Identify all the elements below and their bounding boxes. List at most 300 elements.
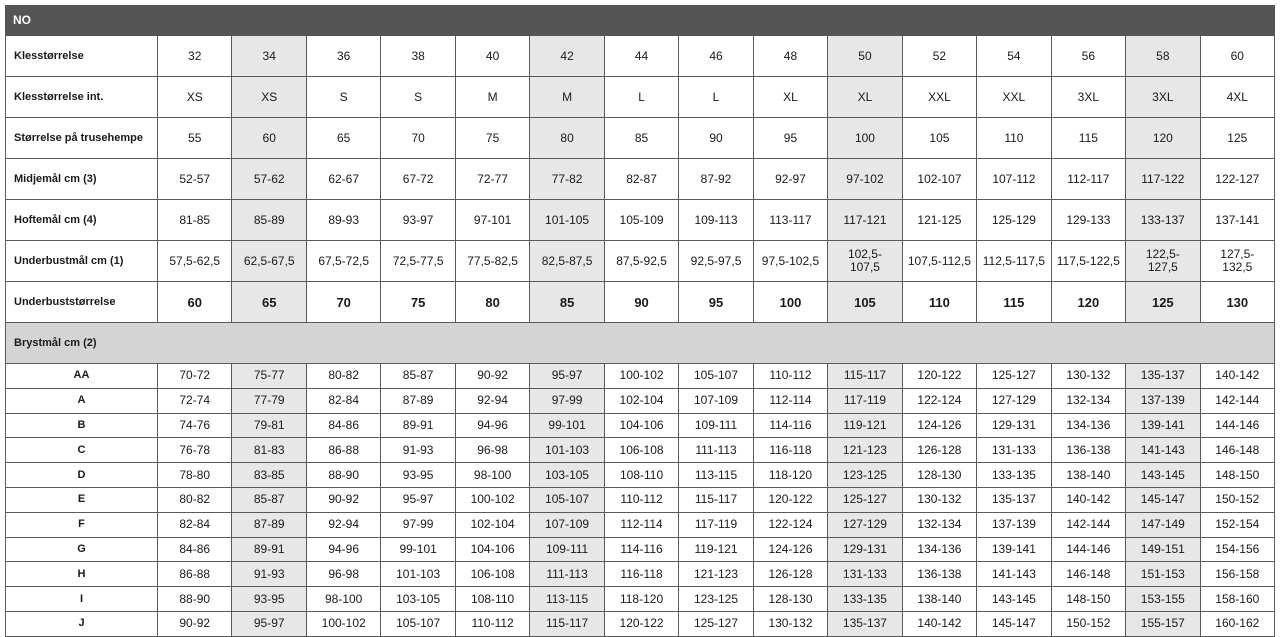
table-cell: 92,5-97,5 xyxy=(679,241,753,282)
table-cell: 144-146 xyxy=(1200,413,1274,438)
cup-row xyxy=(6,487,1275,512)
table-cell: 80 xyxy=(530,118,604,159)
table-cell: 104-106 xyxy=(604,413,678,438)
table-cell: 77-82 xyxy=(530,159,604,200)
table-cell: 112-114 xyxy=(604,512,678,537)
table-cell: 120-122 xyxy=(753,487,827,512)
table-cell: 131-133 xyxy=(977,438,1051,463)
table-cell: 116-118 xyxy=(753,438,827,463)
table-cell: 115 xyxy=(977,282,1051,323)
table-cell: 146-148 xyxy=(1051,562,1125,587)
table-cell: 126-128 xyxy=(753,562,827,587)
table-cell: 117-122 xyxy=(1126,159,1200,200)
table-cell: 103-105 xyxy=(381,587,455,612)
table-cell: 130-132 xyxy=(753,611,827,636)
cup-row xyxy=(6,562,1275,587)
table-cell: 65 xyxy=(232,282,306,323)
table-cell: 136-138 xyxy=(1051,438,1125,463)
table-cell: 138-140 xyxy=(902,587,976,612)
table-cell: 87,5-92,5 xyxy=(604,241,678,282)
table-cell: 90 xyxy=(604,282,678,323)
table-cell: 81-83 xyxy=(232,438,306,463)
table-cell: 97-99 xyxy=(381,512,455,537)
table-cell: 90-92 xyxy=(158,611,232,636)
table-cell: 102-104 xyxy=(604,388,678,413)
table-cell: 106-108 xyxy=(455,562,529,587)
table-cell: 4XL xyxy=(1200,77,1274,118)
table-cell: 150-152 xyxy=(1051,611,1125,636)
table-cell: 91-93 xyxy=(232,562,306,587)
table-cell: 145-147 xyxy=(1126,487,1200,512)
table-cell: 112,5-117,5 xyxy=(977,241,1051,282)
table-cell: 153-155 xyxy=(1126,587,1200,612)
table-cell: 105 xyxy=(902,118,976,159)
table-cell: 85-87 xyxy=(381,364,455,389)
table-cell: 109-113 xyxy=(679,200,753,241)
table-cell: 102,5- 107,5 xyxy=(828,241,902,282)
table-cell: 128-130 xyxy=(753,587,827,612)
table-cell: 105-107 xyxy=(679,364,753,389)
table-cell: 146-148 xyxy=(1200,438,1274,463)
table-cell: 107,5-112,5 xyxy=(902,241,976,282)
table-title-row xyxy=(6,6,1275,36)
table-cell: 107-109 xyxy=(530,512,604,537)
table-cell: 116-118 xyxy=(604,562,678,587)
row-label: Hoftemål cm (4) xyxy=(6,200,158,241)
table-row xyxy=(6,282,1275,323)
table-cell: 145-147 xyxy=(977,611,1051,636)
table-cell: 117-121 xyxy=(828,200,902,241)
table-cell: 85 xyxy=(604,118,678,159)
table-cell: 108-110 xyxy=(604,463,678,488)
table-cell: 85-87 xyxy=(232,487,306,512)
table-cell: 125 xyxy=(1200,118,1274,159)
table-cell: 87-92 xyxy=(679,159,753,200)
table-cell: 3XL xyxy=(1126,77,1200,118)
table-cell: 147-149 xyxy=(1126,512,1200,537)
table-cell: 155-157 xyxy=(1126,611,1200,636)
table-cell: 96-98 xyxy=(306,562,380,587)
table-cell: 48 xyxy=(753,36,827,77)
table-cell: 95 xyxy=(753,118,827,159)
table-cell: 137-139 xyxy=(977,512,1051,537)
table-cell: 100-102 xyxy=(306,611,380,636)
cup-label: H xyxy=(6,562,158,587)
table-cell: 82-87 xyxy=(604,159,678,200)
cup-label: D xyxy=(6,463,158,488)
table-cell: 93-95 xyxy=(232,587,306,612)
table-cell: 72,5-77,5 xyxy=(381,241,455,282)
table-cell: 135-137 xyxy=(977,487,1051,512)
table-cell: 115-117 xyxy=(828,364,902,389)
table-cell: 110-112 xyxy=(753,364,827,389)
cup-row xyxy=(6,611,1275,636)
table-cell: 129-133 xyxy=(1051,200,1125,241)
table-cell: 130-132 xyxy=(1051,364,1125,389)
table-cell: 127-129 xyxy=(828,512,902,537)
table-cell: 134-136 xyxy=(902,537,976,562)
row-label: Størrelse på trusehempe xyxy=(6,118,158,159)
table-cell: 89-93 xyxy=(306,200,380,241)
table-cell: 114-116 xyxy=(753,413,827,438)
table-cell: 95-97 xyxy=(381,487,455,512)
table-cell: 92-97 xyxy=(753,159,827,200)
table-cell: 140-142 xyxy=(902,611,976,636)
table-cell: XL xyxy=(753,77,827,118)
table-cell: 142-144 xyxy=(1051,512,1125,537)
table-cell: 56 xyxy=(1051,36,1125,77)
table-cell: 132-134 xyxy=(1051,388,1125,413)
table-cell: 88-90 xyxy=(158,587,232,612)
table-cell: 97-102 xyxy=(828,159,902,200)
table-cell: 82,5-87,5 xyxy=(530,241,604,282)
table-cell: 72-77 xyxy=(455,159,529,200)
table-cell: XS xyxy=(232,77,306,118)
table-cell: 122-124 xyxy=(753,512,827,537)
table-cell: 118-120 xyxy=(604,587,678,612)
table-cell: 105-107 xyxy=(381,611,455,636)
table-cell: 113-115 xyxy=(530,587,604,612)
row-label: Klesstørrelse int. xyxy=(6,77,158,118)
table-cell: 99-101 xyxy=(381,537,455,562)
table-cell: 158-160 xyxy=(1200,587,1274,612)
section-header: Brystmål cm (2) xyxy=(6,323,1275,364)
row-label: Klesstørrelse xyxy=(6,36,158,77)
table-row xyxy=(6,200,1275,241)
table-cell: 86-88 xyxy=(306,438,380,463)
table-cell: 40 xyxy=(455,36,529,77)
table-cell: 86-88 xyxy=(158,562,232,587)
table-cell: 67-72 xyxy=(381,159,455,200)
table-cell: 112-114 xyxy=(753,388,827,413)
table-cell: 70-72 xyxy=(158,364,232,389)
table-cell: 124-126 xyxy=(753,537,827,562)
table-cell: 130-132 xyxy=(902,487,976,512)
table-cell: 57,5-62,5 xyxy=(158,241,232,282)
cup-label: A xyxy=(6,388,158,413)
table-cell: 121-123 xyxy=(828,438,902,463)
table-cell: 81-85 xyxy=(158,200,232,241)
cup-row xyxy=(6,413,1275,438)
cup-row xyxy=(6,438,1275,463)
table-cell: 141-143 xyxy=(1126,438,1200,463)
table-cell: 107-112 xyxy=(977,159,1051,200)
table-cell: 87-89 xyxy=(232,512,306,537)
cup-row xyxy=(6,587,1275,612)
table-cell: 32 xyxy=(158,36,232,77)
table-cell: 90 xyxy=(679,118,753,159)
table-cell: 99-101 xyxy=(530,413,604,438)
table-cell: 137-141 xyxy=(1200,200,1274,241)
table-cell: 135-137 xyxy=(828,611,902,636)
table-cell: 70 xyxy=(381,118,455,159)
table-cell: 129-131 xyxy=(977,413,1051,438)
table-cell: 110 xyxy=(902,282,976,323)
table-cell: 91-93 xyxy=(381,438,455,463)
table-cell: 101-105 xyxy=(530,200,604,241)
table-cell: 133-135 xyxy=(977,463,1051,488)
table-cell: 34 xyxy=(232,36,306,77)
table-cell: L xyxy=(679,77,753,118)
table-cell: 84-86 xyxy=(158,537,232,562)
cup-row xyxy=(6,364,1275,389)
table-cell: 122-124 xyxy=(902,388,976,413)
table-cell: 92-94 xyxy=(306,512,380,537)
table-cell: 125-127 xyxy=(977,364,1051,389)
table-cell: 55 xyxy=(158,118,232,159)
table-cell: 3XL xyxy=(1051,77,1125,118)
table-cell: 93-97 xyxy=(381,200,455,241)
table-cell: 105 xyxy=(828,282,902,323)
size-table xyxy=(5,5,1275,637)
table-cell: XL xyxy=(828,77,902,118)
section-header-row xyxy=(6,323,1275,364)
table-cell: 62-67 xyxy=(306,159,380,200)
table-cell: 85-89 xyxy=(232,200,306,241)
size-chart xyxy=(5,5,1274,637)
table-cell: 138-140 xyxy=(1051,463,1125,488)
table-cell: 70 xyxy=(306,282,380,323)
table-cell: 117,5-122,5 xyxy=(1051,241,1125,282)
table-cell: 142-144 xyxy=(1200,388,1274,413)
table-cell: 92-94 xyxy=(455,388,529,413)
table-cell: 60 xyxy=(158,282,232,323)
table-cell: 133-137 xyxy=(1126,200,1200,241)
table-cell: 110-112 xyxy=(455,611,529,636)
table-cell: 105-109 xyxy=(604,200,678,241)
cup-row xyxy=(6,512,1275,537)
table-cell: 109-111 xyxy=(679,413,753,438)
table-cell: 95 xyxy=(679,282,753,323)
table-row xyxy=(6,77,1275,118)
table-title: NO xyxy=(6,6,1275,36)
table-cell: 102-104 xyxy=(455,512,529,537)
table-cell: 156-158 xyxy=(1200,562,1274,587)
table-cell: 90-92 xyxy=(306,487,380,512)
table-cell: 58 xyxy=(1126,36,1200,77)
table-cell: 82-84 xyxy=(306,388,380,413)
table-cell: L xyxy=(604,77,678,118)
table-cell: 140-142 xyxy=(1051,487,1125,512)
cup-label: G xyxy=(6,537,158,562)
table-cell: 46 xyxy=(679,36,753,77)
table-cell: XS xyxy=(158,77,232,118)
table-cell: 110 xyxy=(977,118,1051,159)
table-cell: 128-130 xyxy=(902,463,976,488)
table-cell: 115-117 xyxy=(679,487,753,512)
table-cell: 124-126 xyxy=(902,413,976,438)
cup-row xyxy=(6,388,1275,413)
table-cell: 84-86 xyxy=(306,413,380,438)
table-cell: 120 xyxy=(1126,118,1200,159)
table-cell: 77,5-82,5 xyxy=(455,241,529,282)
table-cell: 143-145 xyxy=(977,587,1051,612)
table-cell: 75 xyxy=(455,118,529,159)
table-cell: XXL xyxy=(902,77,976,118)
table-cell: 127,5- 132,5 xyxy=(1200,241,1274,282)
table-cell: 65 xyxy=(306,118,380,159)
table-cell: 98-100 xyxy=(455,463,529,488)
table-cell: 132-134 xyxy=(902,512,976,537)
row-label: Underbuststørrelse xyxy=(6,282,158,323)
table-cell: 101-103 xyxy=(530,438,604,463)
table-cell: 77-79 xyxy=(232,388,306,413)
table-cell: 36 xyxy=(306,36,380,77)
table-cell: 75 xyxy=(381,282,455,323)
table-cell: 120-122 xyxy=(604,611,678,636)
table-cell: 139-141 xyxy=(977,537,1051,562)
cup-row xyxy=(6,463,1275,488)
table-cell: 120-122 xyxy=(902,364,976,389)
cup-label: C xyxy=(6,438,158,463)
table-cell: 42 xyxy=(530,36,604,77)
table-cell: 67,5-72,5 xyxy=(306,241,380,282)
table-cell: 113-117 xyxy=(753,200,827,241)
table-cell: 95-97 xyxy=(232,611,306,636)
table-cell: 38 xyxy=(381,36,455,77)
table-cell: 111-113 xyxy=(530,562,604,587)
table-cell: 74-76 xyxy=(158,413,232,438)
table-cell: 72-74 xyxy=(158,388,232,413)
table-cell: 100 xyxy=(753,282,827,323)
table-cell: 129-131 xyxy=(828,537,902,562)
table-row xyxy=(6,118,1275,159)
table-cell: 98-100 xyxy=(306,587,380,612)
cup-label: B xyxy=(6,413,158,438)
table-cell: 75-77 xyxy=(232,364,306,389)
table-cell: 120 xyxy=(1051,282,1125,323)
table-cell: 93-95 xyxy=(381,463,455,488)
table-cell: 89-91 xyxy=(381,413,455,438)
table-cell: 151-153 xyxy=(1126,562,1200,587)
table-cell: 60 xyxy=(232,118,306,159)
table-row xyxy=(6,36,1275,77)
table-cell: 123-125 xyxy=(828,463,902,488)
table-cell: 134-136 xyxy=(1051,413,1125,438)
table-cell: 78-80 xyxy=(158,463,232,488)
table-cell: 112-117 xyxy=(1051,159,1125,200)
table-cell: 160-162 xyxy=(1200,611,1274,636)
row-label: Underbustmål cm (1) xyxy=(6,241,158,282)
table-cell: 115-117 xyxy=(530,611,604,636)
table-cell: 54 xyxy=(977,36,1051,77)
table-cell: 114-116 xyxy=(604,537,678,562)
table-cell: 125-127 xyxy=(828,487,902,512)
table-cell: 121-123 xyxy=(679,562,753,587)
table-cell: 119-121 xyxy=(679,537,753,562)
table-cell: 139-141 xyxy=(1126,413,1200,438)
table-cell: 104-106 xyxy=(455,537,529,562)
table-cell: 102-107 xyxy=(902,159,976,200)
table-cell: S xyxy=(381,77,455,118)
table-cell: 150-152 xyxy=(1200,487,1274,512)
table-cell: 125-127 xyxy=(679,611,753,636)
table-row xyxy=(6,159,1275,200)
table-cell: 100-102 xyxy=(604,364,678,389)
table-cell: 121-125 xyxy=(902,200,976,241)
table-cell: 97,5-102,5 xyxy=(753,241,827,282)
table-cell: 154-156 xyxy=(1200,537,1274,562)
table-cell: XXL xyxy=(977,77,1051,118)
table-cell: 89-91 xyxy=(232,537,306,562)
table-cell: 126-128 xyxy=(902,438,976,463)
table-cell: M xyxy=(530,77,604,118)
cup-label: F xyxy=(6,512,158,537)
table-cell: 122,5- 127,5 xyxy=(1126,241,1200,282)
cup-label: AA xyxy=(6,364,158,389)
table-cell: 95-97 xyxy=(530,364,604,389)
table-cell: 125-129 xyxy=(977,200,1051,241)
table-cell: 118-120 xyxy=(753,463,827,488)
table-cell: 85 xyxy=(530,282,604,323)
table-cell: 62,5-67,5 xyxy=(232,241,306,282)
table-cell: 143-145 xyxy=(1126,463,1200,488)
table-cell: 107-109 xyxy=(679,388,753,413)
table-cell: 80-82 xyxy=(158,487,232,512)
table-cell: 52 xyxy=(902,36,976,77)
table-cell: 106-108 xyxy=(604,438,678,463)
table-cell: 137-139 xyxy=(1126,388,1200,413)
table-cell: 83-85 xyxy=(232,463,306,488)
table-cell: 82-84 xyxy=(158,512,232,537)
table-cell: 97-101 xyxy=(455,200,529,241)
table-cell: 80 xyxy=(455,282,529,323)
table-cell: 87-89 xyxy=(381,388,455,413)
table-cell: 130 xyxy=(1200,282,1274,323)
table-cell: 111-113 xyxy=(679,438,753,463)
table-cell: 148-150 xyxy=(1051,587,1125,612)
table-cell: 90-92 xyxy=(455,364,529,389)
table-cell: 152-154 xyxy=(1200,512,1274,537)
table-cell: 76-78 xyxy=(158,438,232,463)
table-cell: 52-57 xyxy=(158,159,232,200)
table-cell: M xyxy=(455,77,529,118)
table-cell: 108-110 xyxy=(455,587,529,612)
table-cell: 122-127 xyxy=(1200,159,1274,200)
table-cell: 110-112 xyxy=(604,487,678,512)
cup-label: J xyxy=(6,611,158,636)
cup-label: I xyxy=(6,587,158,612)
table-cell: 44 xyxy=(604,36,678,77)
table-cell: 135-137 xyxy=(1126,364,1200,389)
cup-row xyxy=(6,537,1275,562)
table-cell: 131-133 xyxy=(828,562,902,587)
table-cell: 117-119 xyxy=(679,512,753,537)
cup-label: E xyxy=(6,487,158,512)
table-cell: 109-111 xyxy=(530,537,604,562)
table-cell: 127-129 xyxy=(977,388,1051,413)
table-cell: 119-121 xyxy=(828,413,902,438)
table-cell: 94-96 xyxy=(306,537,380,562)
table-cell: 80-82 xyxy=(306,364,380,389)
row-label: Midjemål cm (3) xyxy=(6,159,158,200)
table-cell: 141-143 xyxy=(977,562,1051,587)
table-cell: 103-105 xyxy=(530,463,604,488)
table-cell: 94-96 xyxy=(455,413,529,438)
table-cell: 125 xyxy=(1126,282,1200,323)
table-cell: S xyxy=(306,77,380,118)
table-cell: 149-151 xyxy=(1126,537,1200,562)
table-cell: 144-146 xyxy=(1051,537,1125,562)
table-cell: 100-102 xyxy=(455,487,529,512)
table-cell: 96-98 xyxy=(455,438,529,463)
table-cell: 79-81 xyxy=(232,413,306,438)
table-cell: 136-138 xyxy=(902,562,976,587)
table-cell: 60 xyxy=(1200,36,1274,77)
table-cell: 101-103 xyxy=(381,562,455,587)
table-cell: 57-62 xyxy=(232,159,306,200)
table-row xyxy=(6,241,1275,282)
